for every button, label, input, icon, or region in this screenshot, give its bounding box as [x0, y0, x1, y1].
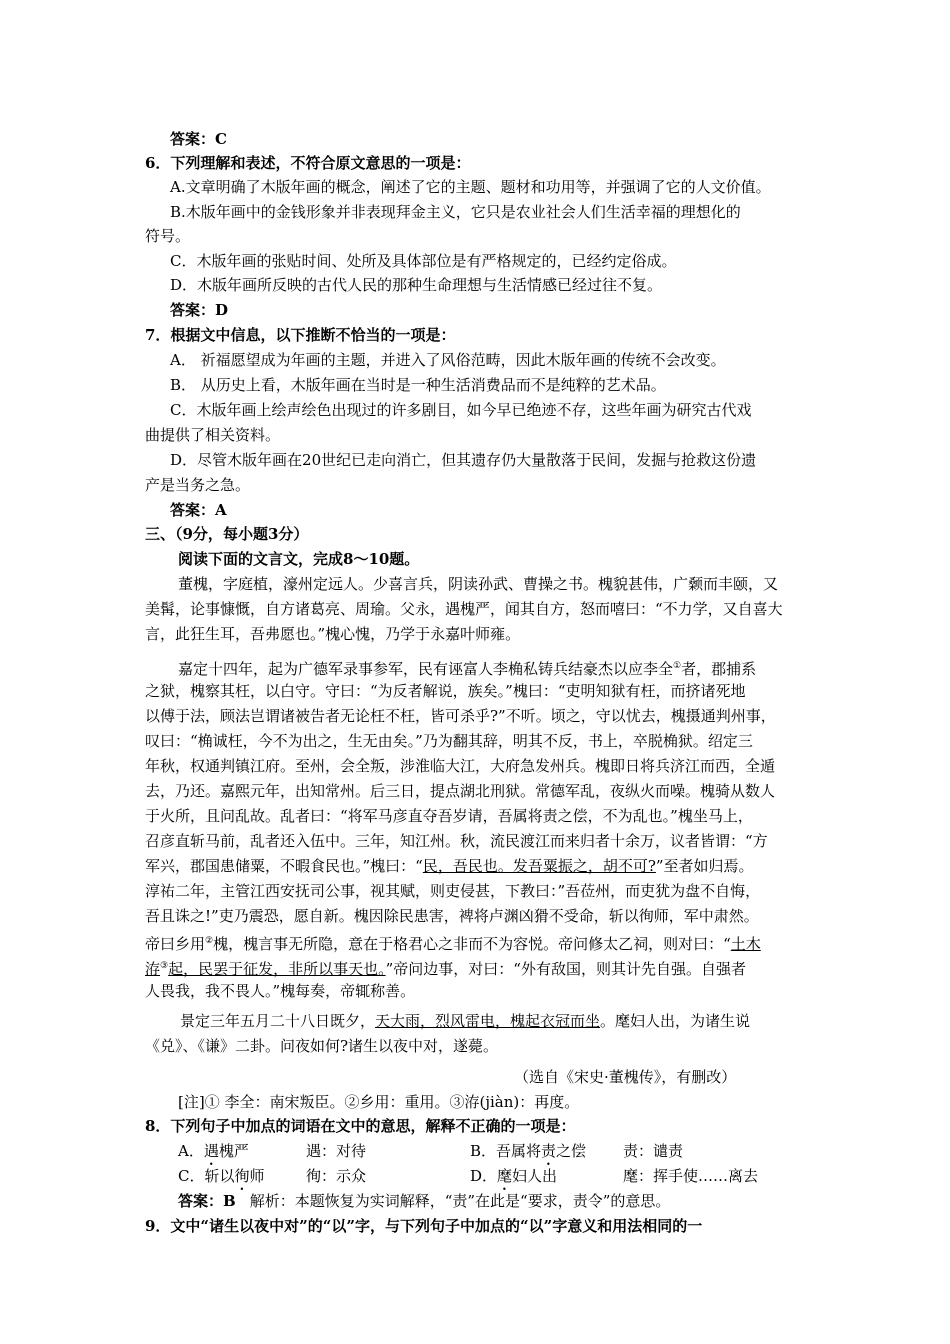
footnote-ref-3: ③ [160, 961, 169, 971]
passage-footnote: [注]① 李全：南宋叛臣。②乡用：重用。③洊(jiàn)：再度。 [178, 1093, 580, 1111]
passage-p2-line4: 叹曰：“桷诚枉，今不为出之，生无由矣。”乃为翻其辞，明其不反，书上，卒脱桷狱。绍定三 [145, 732, 753, 750]
q6-option-b-line2: 符号。 [145, 227, 191, 245]
q6-option-c: C．木版年画的张贴时间、处所及具体部位是有严格规定的，已经约定俗成。 [170, 252, 677, 270]
footnote-ref-2: ② [205, 936, 214, 946]
underlined-sentence-2-end: 起，民罢于征发，非所以事天也。 [168, 960, 386, 978]
q8-title: 8．下列句子中加点的词语在文中的意思，解释不正确的一项是： [145, 1117, 576, 1135]
q8-option-a-gloss: 遇：对待 [306, 1142, 367, 1160]
q5-answer: 答案：C [170, 130, 227, 148]
passage-p1-line1: 董槐，字庭植，濠州定远人。少喜言兵，阴读孙武、曹操之书。槐貌甚伟，广颡而丰颐，又 [178, 575, 779, 593]
footnote-ref-1: ① [673, 661, 682, 671]
passage-p2-line6: 去，乃还。嘉熙元年，出知常州。后三日，提点湖北刑狱。常德军乱，夜纵火而噪。槐骑从数人 [145, 782, 776, 800]
q7-option-d-line1: D．尽管木版年画在20世纪已走向消亡，但其遗存仍大量散落于民间，发掘与抢救这份遗 [170, 451, 757, 469]
q8-option-c: C．斩以徇师 [178, 1167, 265, 1185]
q8-option-b: B．吾属将责之偿 [470, 1142, 587, 1160]
q6-answer: 答案：D [170, 301, 229, 319]
passage-p2-line14: 人畏我，我不畏人。”槐每奏，帝辄称善。 [145, 982, 416, 1000]
q7-option-c-line1: C．木版年画上绘声绘色出现过的许多剧目，如今早已绝迹不存，这些年画为研究古代戏 [170, 401, 752, 419]
passage-p2-line7: 于火所，且问乱故。乱者曰：“将军马彦直夺吾岁请，吾属将责之偿，不为乱也。”槐坐马上， [145, 807, 753, 825]
passage-p2-line8: 召彦直斩马前，乱者还入伍中。三年，知江州。秋，流民渡江而来归者十余万，议者皆谓：“方 [145, 832, 768, 850]
q9-title: 9．文中“诸生以夜中对”的“以”字，与下列句子中加点的“以”字意义和用法相同的一 [145, 1217, 703, 1235]
q7-option-a: A． 祈福愿望成为年画的主题，并进入了风俗范畴，因此木版年画的传统不会改变。 [170, 351, 726, 369]
passage-p2-line12: 帝曰乡用②槐，槐言事无所隐，意在于格君心之非而不为容悦。帝问修太乙祠，则对曰：“土木 [145, 935, 761, 953]
underlined-sentence-2-start: 土木 [730, 935, 761, 953]
passage-p1-line2: 美髯，论事慷慨，自方诸葛亮、周瑜。父永，遇槐严，闻其自方，怒而嘻曰：“不力学，又自喜大 [145, 600, 783, 618]
q7-option-c-line2: 曲提供了相关资料。 [145, 426, 281, 444]
passage-p2-line11: 吾且诛之!”吏乃震恐，愿自新。槐因除民患害，裨将卢渊凶猾不受命，斩以徇师，军中肃然。 [145, 907, 759, 925]
underlined-sentence-3: 天大雨，烈风雷电，槐起衣冠而坐 [375, 1012, 601, 1030]
passage-p2-line3: 以傅于法，顾法岂谓诸被告者无论枉不枉，皆可杀乎?”不听。顷之，守以忧去，槐摄通判州事， [145, 707, 776, 725]
q7-option-b: B． 从历史上看，木版年画在当时是一种生活消费品而不是纯粹的艺术品。 [170, 376, 666, 394]
passage-p2-line2: 之狱，槐察其枉，以白守。守曰：“为反者解说，族矣。”槐曰：“吏明知狱有枉，而挤诸死地 [145, 682, 746, 700]
q8-option-c-gloss: 徇：示众 [306, 1167, 367, 1185]
q6-option-b-line1: B.木版年画中的金钱形象并非表现拜金主义，它只是农业社会人们生活幸福的理想化的 [170, 203, 741, 221]
q7-title: 7．根据文中信息，以下推断不恰当的一项是： [145, 326, 456, 344]
passage-p2-line10: 淳祐二年，主管江西安抚司公事，视其赋，则吏侵甚，下教曰：”吾莅州，而吏犹为盘不自悔， [145, 882, 761, 900]
section-3-title: 三、（9分，每小题3分） [145, 525, 309, 543]
underlined-sentence-1: 民，吾民也。发吾粟振之，胡不可? [422, 857, 656, 875]
passage-p1-line3: 言，此狂生耳，吾弗愿也。”槐心愧，乃学于永嘉叶师雍。 [145, 625, 521, 643]
q6-option-d: D．木版年画所反映的古代人民的那种生命理想与生活情感已经过往不复。 [170, 276, 663, 294]
q7-option-d-line2: 产是当务之急。 [145, 476, 251, 494]
passage-p3-line1: 景定三年五月二十八日既夕，天大雨，烈风雷电，槐起衣冠而坐。麾妇人出，为诸生说 [180, 1012, 751, 1030]
q7-answer: 答案：A [170, 501, 227, 519]
passage-p3-line2: 《兑》、《谦》二卦。问夜如何?诸生以夜中对，遂薨。 [145, 1037, 499, 1055]
q8-option-d: D．麾妇人出 [470, 1167, 558, 1185]
passage-p2-line5: 年秋，权通判镇江府。至州，会全叛，涉淮临大江，大府急发州兵。槐即日将兵济江而西，全遁 [145, 757, 776, 775]
section-3-instruction: 阅读下面的文言文，完成8～10题。 [178, 550, 420, 568]
passage-p2-line13: 洊③起，民罢于征发，非所以事天也。”帝问边事，对曰：“外有敌国，则其计先自强。自强者 [145, 960, 746, 978]
q8-option-a: A．遇槐严 [178, 1142, 249, 1160]
q8-answer: 答案：B 解析：本题恢复为实词解释，“责”在此是“要求，责令”的意思。 [178, 1192, 671, 1210]
q6-option-a: A.文章明确了木版年画的概念，阐述了它的主题、题材和功用等，并强调了它的人文价值。 [170, 178, 771, 196]
q8-option-d-gloss: 麾：挥手使……离去 [623, 1167, 759, 1185]
q6-title: 6．下列理解和表述，不符合原文意思的一项是： [145, 154, 471, 172]
passage-p2-line9: 军兴，郡国患储粟，不暇食民也。”槐曰：“民，吾民也。发吾粟振之，胡不可?”至者如归焉。 [145, 857, 754, 875]
passage-p2-line1: 嘉定十四年，起为广德军录事参军，民有诬富人李桷私铸兵结豪杰以应李全①者，郡捕系 [178, 660, 757, 678]
passage-source: （选自《宋史·董槐传》，有删改） [514, 1068, 737, 1086]
q8-option-b-gloss: 责：谴责 [623, 1142, 684, 1160]
